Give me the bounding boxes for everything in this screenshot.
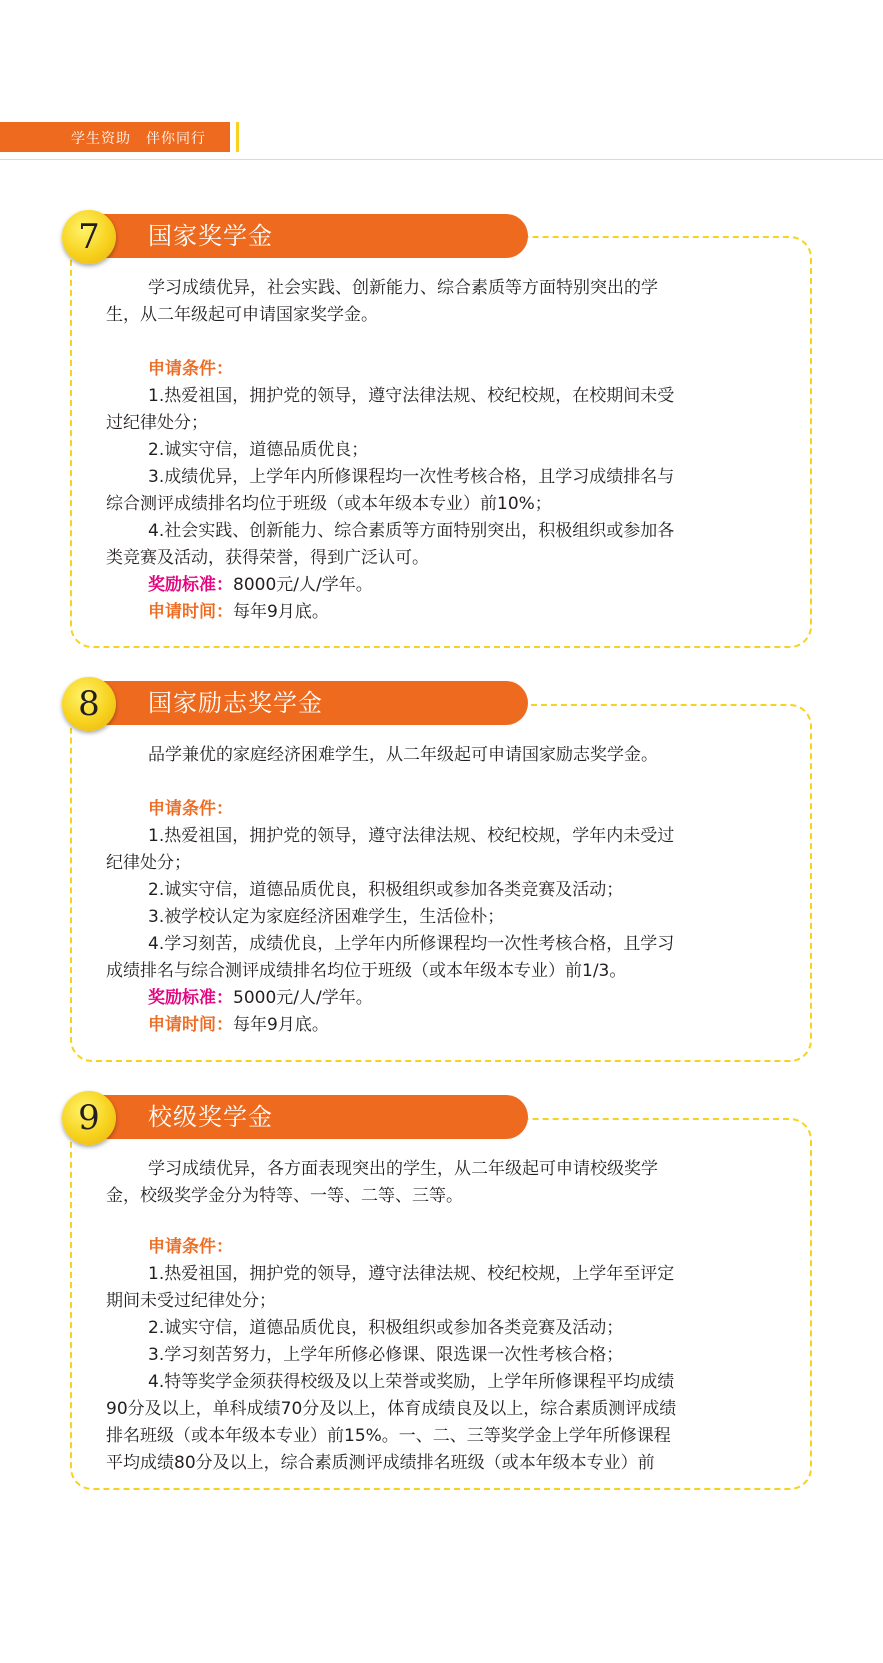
section-8-time-row [148,1013,329,1037]
section-8-award-row [148,986,373,1010]
section-9-intro-line-1: 学习成绩优异，各方面表现突出的学生，从二年级起可申请校级奖学 [148,1159,658,1179]
section-9-condition-line: 期间未受过纪律处分； [106,1291,276,1311]
section-7-condition-line: 综合测评成绩排名均位于班级（或本年级本专业）前10%； [106,494,552,514]
section-9-title: 校级奖学金 [148,1103,273,1131]
section-9-condition-line: 2.诚实守信，道德品质优良，积极组织或参加各类竞赛及活动； [148,1318,624,1338]
section-7-award-label: 奖励标准： [148,575,233,595]
header-divider [0,159,883,160]
section-7-conditions-label: 申请条件： [148,359,233,379]
section-7-condition-line: 1.热爱祖国，拥护党的领导，遵守法律法规、校纪校规，在校期间未受 [148,386,675,406]
section-8-intro-line-1: 品学兼优的家庭经济困难学生，从二年级起可申请国家励志奖学金。 [148,745,658,765]
section-8-conditions-label: 申请条件： [148,799,233,819]
section-8-award-value: 5000元/人/学年。 [233,988,373,1008]
section-8-condition-line: 2.诚实守信，道德品质优良，积极组织或参加各类竞赛及活动； [148,880,624,900]
section-8-time-label: 申请时间： [148,1015,233,1035]
section-9-condition-line: 排名班级（或本年级本专业）前15%。一、二、三等奖学金上学年所修课程 [106,1426,671,1446]
section-7-intro-line-1: 学习成绩优异，社会实践、创新能力、综合素质等方面特别突出的学 [148,278,658,298]
section-9-condition-line: 4.特等奖学金须获得校级及以上荣誉或奖励，上学年所修课程平均成绩 [148,1372,675,1392]
section-9-number-badge: 9 [62,1091,116,1145]
section-8-number-badge: 8 [62,677,116,731]
header-accent-bar [236,122,239,152]
section-9-intro-line-2: 金，校级奖学金分为特等、一等、二等、三等。 [106,1186,463,1206]
section-9-condition-line: 1.热爱祖国，拥护党的领导，遵守法律法规、校纪校规，上学年至评定 [148,1264,675,1284]
section-7-award-row [148,573,373,597]
section-7-number-badge: 7 [62,210,116,264]
section-7-time-value: 每年9月底。 [233,602,329,622]
section-8-condition-line: 纪律处分； [106,853,191,873]
section-7-condition-line: 3.成绩优异，上学年内所修课程均一次性考核合格，且学习成绩排名与 [148,467,675,487]
section-7-title: 国家奖学金 [148,222,273,250]
header-slogan: 学生资助 伴你同行 [71,131,206,147]
section-7-intro-line-2: 生，从二年级起可申请国家奖学金。 [106,305,378,325]
section-8-condition-line: 3.被学校认定为家庭经济困难学生，生活俭朴； [148,907,505,927]
section-7-award-value: 8000元/人/学年。 [233,575,373,595]
section-8-time-value: 每年9月底。 [233,1015,329,1035]
section-8-condition-line: 成绩排名与综合测评成绩排名均位于班级（或本年级本专业）前1/3。 [106,961,627,981]
section-7-condition-line: 2.诚实守信，道德品质优良； [148,440,369,460]
section-9-condition-line: 90分及以上，单科成绩70分及以上，体育成绩良及以上，综合素质测评成绩 [106,1399,677,1419]
section-8-title: 国家励志奖学金 [148,689,323,717]
section-9-conditions-label: 申请条件： [148,1237,233,1257]
section-7-time-row [148,600,329,624]
section-9-condition-line: 平均成绩80分及以上，综合素质测评成绩排名班级（或本年级本专业）前 [106,1453,655,1473]
section-9-condition-line: 3.学习刻苦努力，上学年所修必修课、限选课一次性考核合格； [148,1345,624,1365]
section-8-condition-line: 1.热爱祖国，拥护党的领导，遵守法律法规、校纪校规，学年内未受过 [148,826,675,846]
section-8-award-label: 奖励标准： [148,988,233,1008]
section-7-condition-line: 过纪律处分； [106,413,208,433]
section-7-condition-line: 类竞赛及活动，获得荣誉，得到广泛认可。 [106,548,429,568]
section-7-condition-line: 4.社会实践、创新能力、综合素质等方面特别突出，积极组织或参加各 [148,521,675,541]
section-8-condition-line: 4.学习刻苦，成绩优良，上学年内所修课程均一次性考核合格，且学习 [148,934,675,954]
section-7-time-label: 申请时间： [148,602,233,622]
